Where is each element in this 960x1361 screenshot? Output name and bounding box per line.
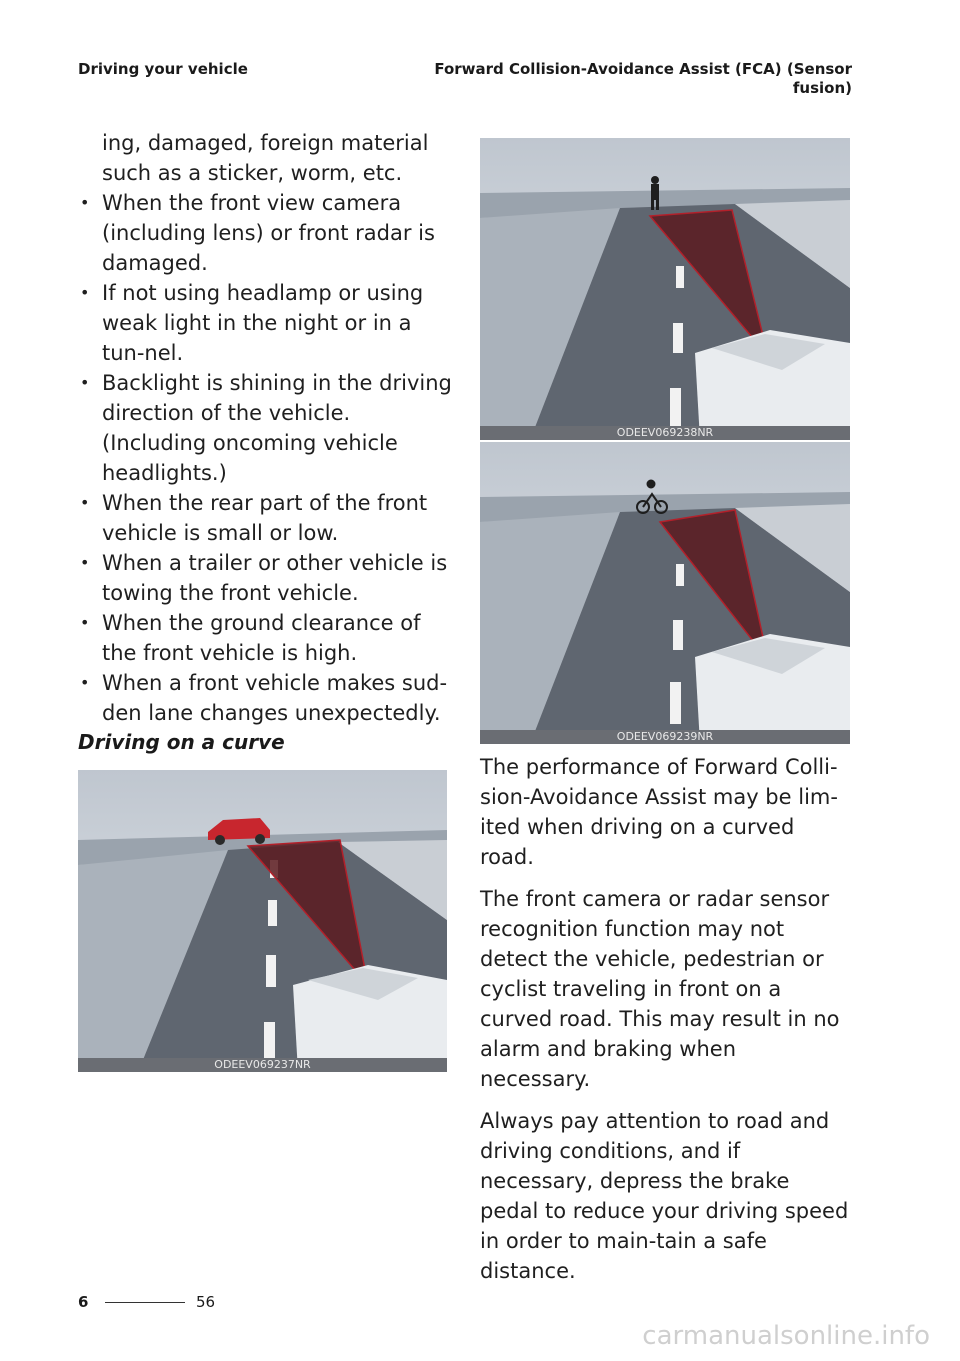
figure-caption: ODEEV069238NR xyxy=(480,426,850,440)
lane-mark xyxy=(266,955,276,987)
watermark: carmanualsonline.info xyxy=(642,1321,930,1351)
continued-bullet-text: ing, damaged, foreign material such as a sticker, worm, etc. xyxy=(102,131,429,185)
list-item: • When a trailer or other vehicle is towing the front vehicle. xyxy=(78,548,458,608)
running-header-section-line2: fusion) xyxy=(792,79,852,97)
left-column xyxy=(78,128,458,728)
paragraph: The performance of Forward Colli-sion-Avoidance Assist may be lim-ited when driving on a curved road. xyxy=(480,755,838,869)
running-header-section xyxy=(432,60,852,98)
figure-curve-pedestrian xyxy=(480,138,850,440)
lane-mark xyxy=(673,620,683,650)
section-heading: Driving on a curve xyxy=(78,730,285,754)
running-header-chapter: Driving your vehicle xyxy=(78,60,248,78)
figure-caption: ODEEV069239NR xyxy=(480,730,850,744)
list-item: • Backlight is shining in the driving direction of the vehicle. (Including oncoming vehicle headlights.) xyxy=(78,368,458,488)
ego-vehicle-icon xyxy=(293,965,447,1072)
list-item: • When a front vehicle makes sud-den lane changes unexpectedly. xyxy=(78,668,458,728)
lane-mark xyxy=(670,388,681,430)
curve-vehicle-illustration xyxy=(78,770,447,1072)
lane-mark xyxy=(264,1022,275,1062)
limitation-list xyxy=(78,188,458,728)
figure-curve-vehicle xyxy=(78,770,447,1072)
list-item: • When the front view camera (including lens) or front radar is damaged. xyxy=(78,188,458,278)
lane-mark xyxy=(676,564,684,586)
ego-vehicle-icon xyxy=(695,330,850,440)
lane-mark xyxy=(670,682,681,724)
list-item: • When the ground clearance of the front vehicle is high. xyxy=(78,608,458,668)
curve-pedestrian-illustration xyxy=(480,138,850,440)
lane-mark xyxy=(268,900,277,926)
curve-cyclist-illustration xyxy=(480,442,850,744)
running-header-section-line1: Forward Collision-Avoidance Assist (FCA) (Sensor xyxy=(434,60,852,78)
figure-caption: ODEEV069237NR xyxy=(78,1058,447,1072)
page-number: 56 xyxy=(196,1293,216,1311)
lane-mark xyxy=(676,266,684,288)
list-item: • If not using headlamp or using weak light in the night or in a tun-nel. xyxy=(78,278,458,368)
chapter-number: 6 xyxy=(78,1293,89,1311)
footer-divider xyxy=(105,1302,185,1303)
list-item: • When the rear part of the front vehicle is small or low. xyxy=(78,488,458,548)
figure-curve-cyclist xyxy=(480,442,850,744)
ego-vehicle-icon xyxy=(695,634,850,744)
paragraph: The front camera or radar sensor recognition function may not detect the vehicle, pedestrian or cyclist traveling in front on a curved road. This may result in no alarm and braking when necessary. xyxy=(480,887,840,1091)
right-column xyxy=(480,752,852,1298)
paragraph: Always pay attention to road and driving conditions, and if necessary, depress the brake pedal to reduce your driving speed in order to main-tain a safe distance. xyxy=(480,1109,849,1283)
lane-mark xyxy=(673,323,683,353)
